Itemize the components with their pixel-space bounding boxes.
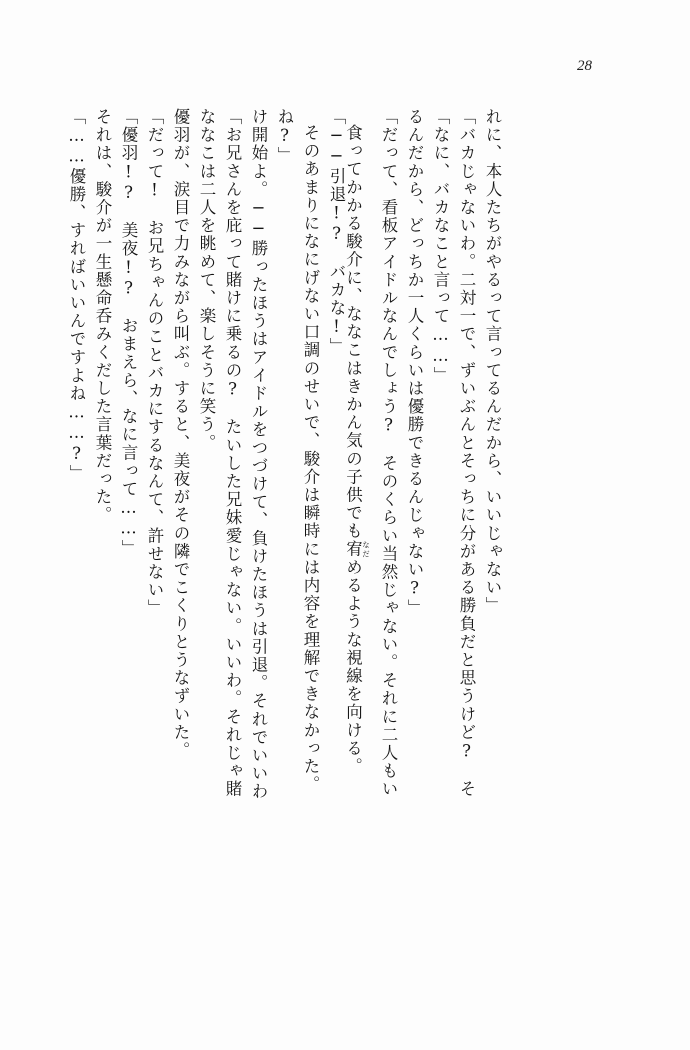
text-column: 「……優勝、すればいいんですよね……?」: [67, 108, 86, 483]
text-column: そのあまりになにげない口調のせいで、駿介は瞬時には内容を理解できなかった。: [301, 124, 320, 794]
text-column: 「なに、バカなこと言って……」: [431, 108, 450, 385]
text-column: ななこは二人を眺めて、楽しそうに笑う。: [197, 108, 216, 452]
text-column: ね?」: [275, 108, 294, 165]
text-column: 「優羽!? 美夜!? おまえら、なに言って……」: [119, 108, 138, 558]
text-column: 「だって! お兄ちゃんのことバカにするなんて、許せない」: [145, 108, 164, 618]
text-column: 食ってかかる駿介に、ななこはきかん気の子供でも宥 なだめるような視線を向ける。: [343, 124, 371, 776]
text-column: 「バカじゃないわ。二対一で、ずいぶんとそっちに分がある勝負だと思うけど? そ: [457, 108, 476, 799]
text-column: 「──引退!? バカな!」: [327, 108, 346, 356]
text-column: 優羽が、涙目で力みながら叫ぶ。すると、美夜がその隣でこくりとうなずいた。: [171, 108, 190, 760]
text-column: 「お兄さんを庇って賭けに乗るの? たいした兄妹愛じゃない。いいわ。それじゃ賭: [223, 108, 242, 799]
text-column: 「だって、看板アイドルなんでしょう? そのくらい当然じゃない。それに二人もい: [379, 108, 398, 799]
page-number: 28: [577, 58, 592, 74]
text-column: るんだから、どっちか一人くらいは優勝できるんじゃない?」: [405, 108, 424, 618]
text-column: れに、本人たちがやるって言ってるんだから、いいじゃない」: [483, 108, 502, 615]
vertical-text-block: [58, 108, 622, 962]
text-column: け開始よ。──勝ったほうはアイドルをつづけて、負けたほうは引退。それでいいわ: [249, 108, 268, 801]
text-column: それは、駿介が一生懸命呑みくだした言葉だった。: [93, 108, 112, 525]
